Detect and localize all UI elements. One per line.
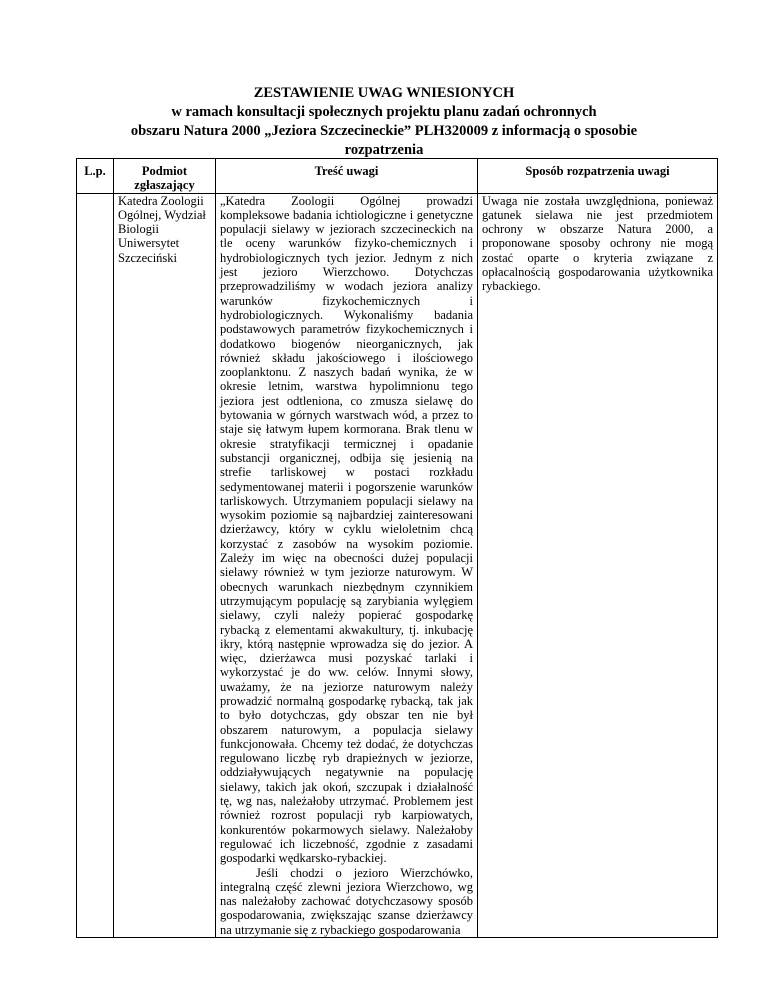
header-tresc: Treść uwagi xyxy=(216,159,478,194)
tresc-paragraph-2: Jeśli chodzi o jezioro Wierzchówko, integralną część zlewni jeziora Wierzchowo, wg nas należałoby zachować dotychczasowy sposób gospodarowania, zwiększając szanse dzierżawcy na utrzymanie się z rybackiego gospodarowania xyxy=(220,865,473,937)
header-lp: L.p. xyxy=(77,159,114,194)
document-title xyxy=(0,84,768,160)
cell-sposob: Uwaga nie została uwzględniona, ponieważ gatunek sielawa nie jest przedmiotem ochrony w obszarze Natura 2000, a proponowane sposoby ochrony nie mogą zostać oparte o kryteria związane z opłacalnością gospodarowania użytkownika rybackiego. xyxy=(478,193,718,937)
remarks-table xyxy=(76,158,718,938)
title-line-2: w ramach konsultacji społecznych projektu planu zadań ochronnych xyxy=(171,104,597,120)
header-podmiot: Podmiot zgłaszający xyxy=(114,159,216,194)
table-row xyxy=(77,193,718,937)
title-line-1: ZESTAWIENIE UWAG WNIESIONYCH xyxy=(253,85,515,101)
title-line-4: rozpatrzenia xyxy=(344,142,424,158)
cell-tresc xyxy=(216,193,478,937)
title-line-3: obszaru Natura 2000 „Jeziora Szczecineckie” PLH320009 z informacją o sposobie xyxy=(130,123,638,139)
cell-lp xyxy=(77,193,114,937)
cell-podmiot: Katedra Zoologii Ogólnej, Wydział Biologii Uniwersytet Szczeciński xyxy=(114,193,216,937)
tresc-paragraph-1: „Katedra Zoologii Ogólnej prowadzi kompleksowe badania ichtiologiczne i genetyczne populacji sielawy w jeziorach szczecineckich na tle oceny warunków fizyko-chemicznych i hydrobiologicznych tych jezior. Jednym z nich jest jezioro Wierzchowo. Dotychczas przeprowadziliśmy w wodach jeziora analizy warunków fizykochemicznych i hydrobiologicznych. Wykonaliśmy badania podstawowych parametrów fizykochemicznych i dodatkowo biogenów nieorganicznych, jak również składu jakościowego i ilościowego zooplanktonu. Z naszych badań wynika, że w okresie letnim, warstwa hypolimnionu tego jeziora jest odtleniona, co zmusza sielawę do bytowania w górnych warstwach wód, a przez to staje się łatwym łupem kormorana. Brak tlenu w okresie stratyfikacji termicznej i opadanie substancji organicznej, odbija się jesienią na strefie tarliskowej w postaci rozkładu sedymentowanej materii i pogorszenie warunków tarliskowych. Utrzymaniem populacji sielawy na wysokim poziomie są najbardziej zainteresowani dzierżawcy, który w cyklu wieloletnim chcą korzystać z zasobów na wysokim poziomie. Zależy im więc na obecności dużej populacji sielawy również w tym jeziorze naturowym. W obecnych warunkach niezbędnym czynnikiem utrzymującym populację są zarybiania wylęgiem sielawy, czyli należy popierać gospodarkę rybacką z elementami akwakultury, tj. inkubację ikry, którą następnie wprowadza się do jezior. A więc, dzierżawca musi pozyskać tarlaki i wykorzystać je do ww. celów. Innymi słowy, uważamy, że na jeziorze naturowym należy prowadzić normalną gospodarkę rybacką, tak jak to było dotychczas, gdy obszar ten nie był obszarem naturowym, a populacja sielawy funkcjonowała. Chcemy też dodać, że dotychczas regulowano liczbę ryb drapieżnych w jeziorze, oddziaływujących negatywnie na populację sielawy, takich jak okoń, szczupak i działalność tę, wg nas, należałoby utrzymać. Problemem jest również rozrost populacji ryb karpiowatych, konkurentów pokarmowych sielawy. Należałoby regulować ich liczebność, zgodnie z zasadami gospodarki wędkarsko-rybackiej. xyxy=(220,193,473,866)
header-sposob: Sposób rozpatrzenia uwagi xyxy=(478,159,718,194)
table-header-row xyxy=(77,159,718,194)
